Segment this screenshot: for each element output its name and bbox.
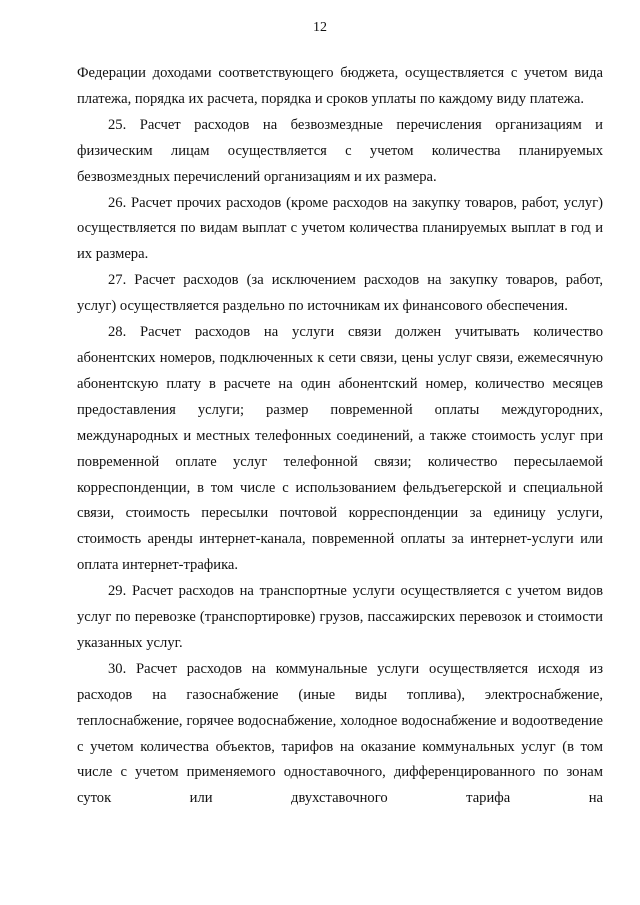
paragraph-27: 27. Расчет расходов (за исключением расходов на закупку товаров, работ, услуг) осуществляется раздельно по источникам их финансового обеспечения. [77, 272, 603, 315]
page-number: 12 [313, 20, 327, 35]
paragraph-26: 26. Расчет прочих расходов (кроме расходов на закупку товаров, работ, услуг) осуществляется по видам выплат с учетом количества планируемых выплат в год и их размера. [77, 194, 603, 263]
paragraph-28: 28. Расчет расходов на услуги связи должен учитывать количество абонентских номеров, подключенных к сети связи, цены услуг связи, ежемесячную абонентскую плату в расчете на один абонентский номер, количество месяцев предоставления услуги; размер повременной оплаты междугородних, международных и местных телефонных соединений, а также стоимость услуг при повременной оплате услуг телефонной связи; количество пересылаемой корреспонденции, в том числе с использованием фельдъегерской и специальной связи, стоимость пересылки почтовой корреспонденции за единицу услуги, стоимость аренды интернет-канала, повременной оплаты за интернет-услуги или оплата интернет-трафика. [77, 324, 603, 574]
paragraph-30: 30. Расчет расходов на коммунальные услуги осуществляется исходя из расходов на газоснабжение (иные виды топлива), электроснабжение, теплоснабжение, горячее водоснабжение, холодное водоснабжение и водоотведение с учетом количества объектов, тарифов на оказание коммунальных услуг (в том числе с учетом применяемого одноставочного, дифференцированного по зонам суток или двухставочного тарифа на [77, 660, 603, 807]
paragraph-continued: Федерации доходами соответствующего бюджета, осуществляется с учетом вида платежа, порядка их расчета, порядка и сроков уплаты по каждому виду платежа. [77, 65, 603, 107]
paragraph-29: 29. Расчет расходов на транспортные услуги осуществляется с учетом видов услуг по перевозке (транспортировке) грузов, пассажирских перевозок и стоимости указанных услуг. [77, 583, 603, 651]
paragraph-25: 25. Расчет расходов на безвозмездные перечисления организациям и физическим лицам осуществляется с учетом количества планируемых безвозмездных перечислений организациям и их размера. [77, 116, 603, 185]
document-body [77, 61, 603, 812]
